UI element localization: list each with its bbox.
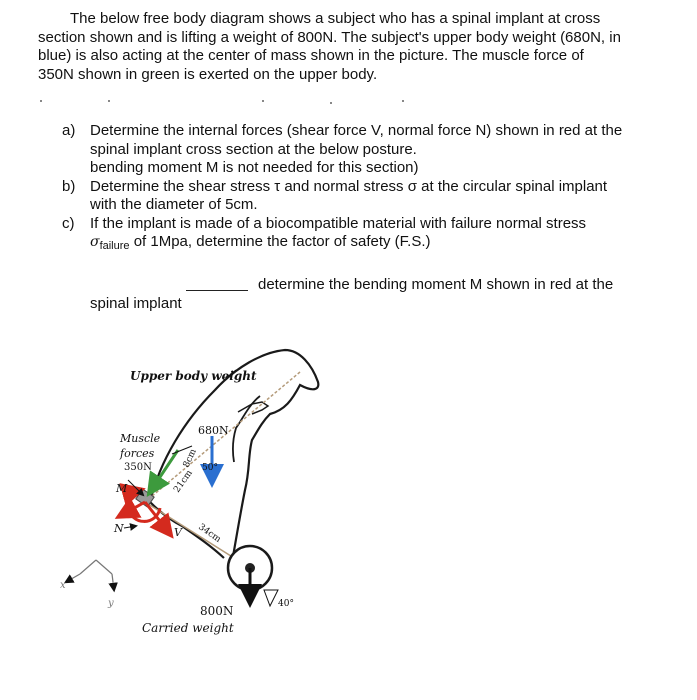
extra-text-line-1: determine the bending moment M shown in red at the [258,276,614,293]
dim-8-label: 8cm [181,447,199,470]
question-a-line-3: bending moment M is not needed for this section) [90,159,419,176]
question-list [62,122,687,256]
dim-34-label: 34cm [196,522,223,545]
sigma-subscript: failure [99,240,130,252]
y-axis-label: y [108,598,114,609]
question-c-label: c) [62,214,75,232]
axis-origin-left [80,560,96,574]
question-a-line-1: Determine the internal forces (shear force V, normal force N) shown in red at the [90,122,623,139]
question-a-label: a) [62,122,76,139]
intro-line-3: blue) is also acting at the center of mass shown in the picture. The muscle force of [38,47,584,64]
carried-weight-label: Carried weight [142,621,234,635]
forces-label: forces [120,447,155,460]
moment-m-label: M [116,482,128,495]
weight-value-label: 680N [198,424,229,437]
sigma-symbol: σ [90,234,100,250]
torso-outline [150,350,318,582]
question-c [62,215,687,256]
trunk-axis-line [145,372,300,502]
shear-force-v-arrow [145,502,170,534]
question-b-line-2: with the diameter of 5cm. [90,196,258,213]
load-value-label: 800N [200,604,234,618]
muscle-label: Muscle [120,432,161,445]
upper-body-weight-label: Upper body weight [130,369,257,383]
muscle-value-label: 350N [124,462,152,473]
question-b [62,178,687,215]
question-a [62,122,687,178]
question-c-line-2: of 1Mpa, determine the factor of safety (F.S.) [133,233,431,250]
intro-line-4: 350N shown in green is exerted on the upper body. [38,65,378,83]
n-pointer [124,526,136,528]
question-a-line-2: spinal implant cross section at the below posture. [90,140,417,158]
x-axis-arrow [66,574,80,582]
normal-force-n-arrow [120,502,145,516]
answer-blank-line [186,290,248,291]
problem-intro [38,10,688,84]
axis-origin-right [96,560,112,574]
question-b-label: b) [62,177,76,195]
intro-line-2: section shown and is lifting a weight of 800N. The subject's upper body weight (680N, in [38,28,621,46]
normal-n-label: N [114,522,124,535]
question-c-line-1: If the implant is made of a biocompatible material with failure normal stress [90,214,587,232]
intro-line-1: The below free body diagram shows a subject who has a spinal implant at cross [70,10,601,27]
x-axis-label: x [60,580,66,591]
shear-v-label: V [174,526,182,539]
extra-text-line-2: spinal implant [90,295,182,312]
arm-outline [233,396,260,462]
question-b-line-1: Determine the shear stress τ and normal stress σ at the circular spinal implant [90,177,608,195]
angle-40-marker [264,590,278,606]
angle-40-label: 40° [278,599,294,609]
free-body-diagram [0,330,697,700]
angle-50-label: 50° [202,463,218,473]
y-axis-arrow [112,574,114,590]
dim-21-label: 21cm [172,468,195,495]
